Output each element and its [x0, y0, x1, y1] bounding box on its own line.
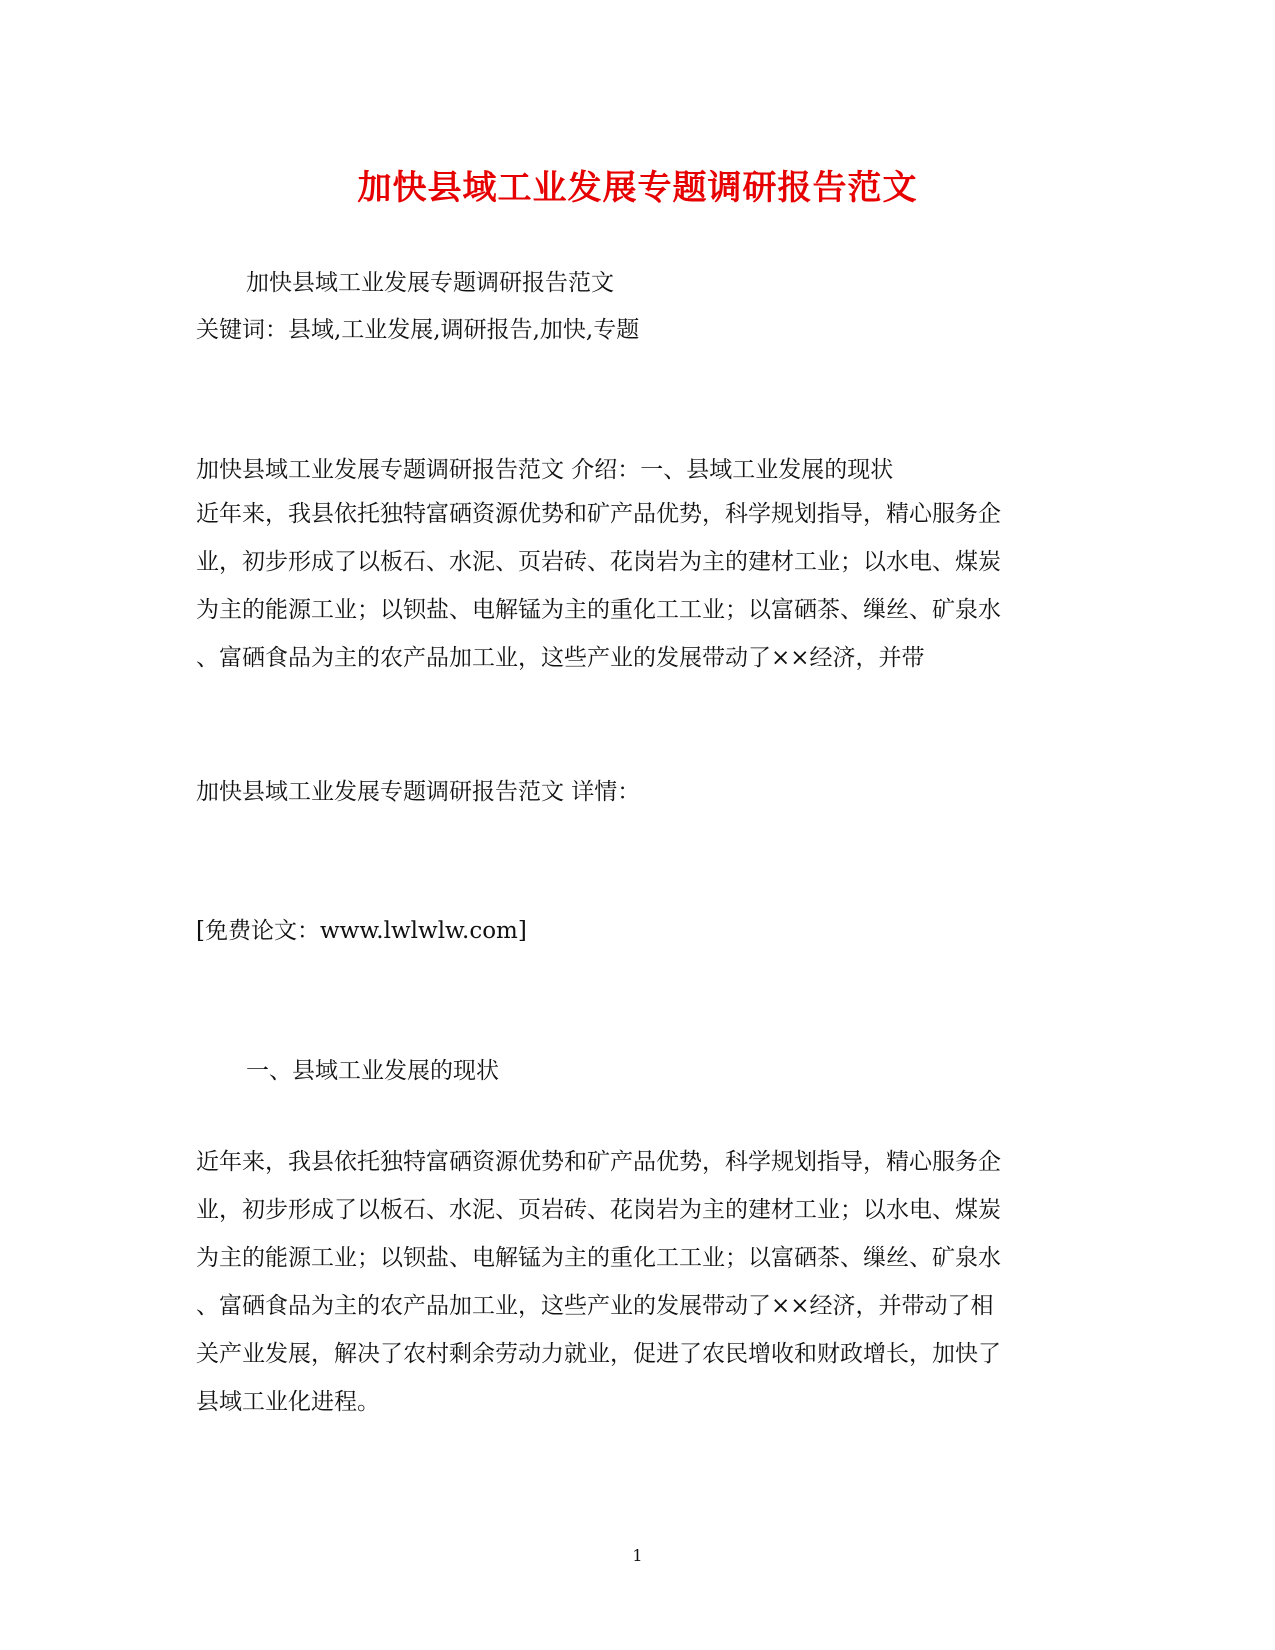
keywords-line: 关键词：县域,工业发展,调研报告,加快,专题: [196, 317, 640, 343]
body-line: 县域工业化进程。: [196, 1389, 380, 1415]
body-line: 为主的能源工业；以钡盐、电解锰为主的重化工工业；以富硒茶、缫丝、矿泉水: [196, 1245, 1001, 1271]
details-heading: 加快县域工业发展专题调研报告范文 详情：: [196, 779, 641, 805]
body-line: 关产业发展，解决了农村剩余劳动力就业，促进了农民增收和财政增长，加快了: [196, 1341, 1001, 1367]
body-paragraph: [196, 1138, 1076, 1426]
body-line: 业，初步形成了以板石、水泥、页岩砖、花岗岩为主的建材工业；以水电、煤炭: [196, 1197, 1001, 1223]
page-number: 1: [632, 1546, 643, 1565]
intro-line: 业，初步形成了以板石、水泥、页岩砖、花岗岩为主的建材工业；以水电、煤炭: [196, 549, 1001, 575]
section-heading: 一、县域工业发展的现状: [246, 1058, 499, 1084]
document-subtitle: 加快县域工业发展专题调研报告范文: [246, 270, 614, 296]
intro-paragraph: [196, 490, 1076, 682]
body-line: 、富硒食品为主的农产品加工业，这些产业的发展带动了××经济，并带动了相: [196, 1293, 994, 1319]
intro-line: 近年来，我县依托独特富硒资源优势和矿产品优势，科学规划指导，精心服务企: [196, 501, 1001, 527]
intro-line: 、富硒食品为主的农产品加工业，这些产业的发展带动了××经济，并带: [196, 645, 925, 671]
intro-line: 为主的能源工业；以钡盐、电解锰为主的重化工工业；以富硒茶、缫丝、矿泉水: [196, 597, 1001, 623]
document-title: 加快县域工业发展专题调研报告范文: [357, 168, 918, 208]
body-line: 近年来，我县依托独特富硒资源优势和矿产品优势，科学规划指导，精心服务企: [196, 1149, 1001, 1175]
free-paper-link[interactable]: [免费论文：www.lwlwlw.com]: [196, 918, 527, 944]
intro-heading: 加快县域工业发展专题调研报告范文 介绍：一、县域工业发展的现状: [196, 457, 894, 483]
